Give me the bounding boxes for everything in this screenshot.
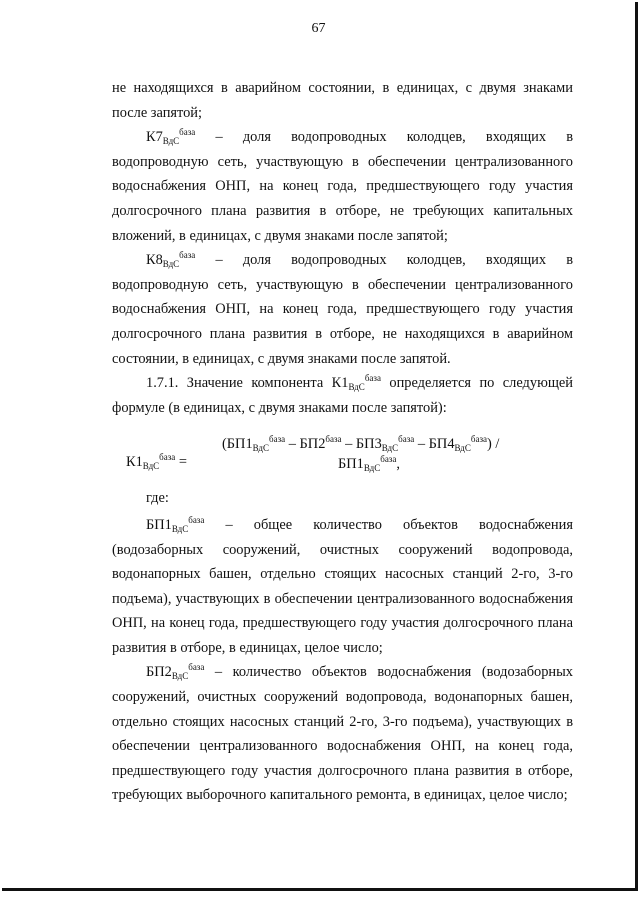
formula-sub: ВдС: [252, 443, 270, 454]
bp1-word: количество: [313, 516, 382, 533]
formula-term-2: – БП2: [285, 436, 326, 453]
k7-sup: база: [179, 127, 196, 138]
bp1-symbol: [146, 513, 204, 538]
formula-lhs-symbol: К1: [126, 454, 143, 471]
formula-sup: база: [325, 434, 342, 445]
k7-symbol: К7: [146, 129, 163, 146]
formula-sup: база: [269, 434, 286, 445]
k8-sub: ВдС: [162, 259, 180, 270]
p171-prefix: 1.7.1. Значение компонента К1: [146, 375, 349, 392]
formula-term-4: – БП4: [414, 436, 455, 453]
formula-term-3: – БП3: [341, 436, 382, 453]
definition-k7: [112, 125, 573, 248]
definition-bp2: [112, 660, 573, 808]
formula-close: ) /: [487, 436, 500, 453]
formula-den-end: ,: [396, 456, 400, 473]
paragraph-continuation: не находящихся в аварийном состоянии, в единицах, с двумя знаками после запятой;: [112, 80, 573, 121]
bp2-text: – количество объектов водоснабжения (водозаборных сооружений, очистных сооружений водопровода, водонапорных башен, отдельно стоящих насосных станций 2-го, 3-го подъема), участвующих в обеспечении централизованного водоснабжения ОНП, на конец года, предшествующего году участия долгосрочного плана развития в отборе, требующих выборочного капитального ремонта, в единицах, целое число;: [112, 664, 573, 804]
k7-sub: ВдС: [162, 136, 180, 147]
formula-term-1: (БП1: [222, 436, 253, 453]
formula-sub: ВдС: [454, 443, 471, 454]
bp1-sup: база: [188, 514, 205, 525]
formula-sup: база: [398, 434, 415, 445]
bp1-word: объектов: [403, 516, 458, 533]
k8-sup: база: [179, 250, 196, 261]
formula-den-symbol: БП1: [338, 456, 364, 473]
bp1-word: общее: [253, 516, 293, 533]
bp1-base: БП1: [146, 516, 172, 533]
document-page: [2, 2, 638, 891]
p171-sub: ВдС: [348, 382, 365, 393]
document-body: [112, 76, 573, 808]
p171-suffix: определяется по следующей формуле (в единицах, с двумя знаками после запятой):: [112, 375, 573, 416]
formula-sup: база: [470, 434, 488, 445]
bp1-word: водоснабжения: [479, 516, 573, 533]
bp2-sup: база: [188, 662, 205, 673]
bp2-sub: ВдС: [171, 671, 189, 682]
paragraph-1-7-1: [112, 371, 573, 420]
formula-denominator: [338, 452, 400, 477]
page-number: 67: [311, 21, 326, 36]
formula-lhs-sub: ВдС: [142, 461, 160, 472]
formula-sub: ВдС: [381, 443, 399, 454]
formula-k1: [112, 430, 573, 486]
bp2-symbol: БП2: [146, 664, 172, 681]
definition-bp1-rest: (водозаборных сооружений, очистных сооружений водопровода, водонапорных башен, отдельно стоящих насосных станций 2-го, 3-го подъема), участвующих в обеспечении централизованного водоснабжения ОНП, на конец года, предшествующего году участия долгосрочного плана развития в отборе, в единицах, целое число;: [112, 541, 573, 656]
bp1-word: –: [225, 516, 233, 533]
where-label: где:: [146, 490, 169, 507]
formula-equals: =: [175, 454, 188, 471]
definition-k8: [112, 248, 573, 371]
formula-sub: ВдС: [363, 463, 381, 474]
k7-text: – доля водопроводных колодцев, входящих в водопроводную сеть, участвующую в обеспечении централизованного водоснабжения ОНП, на конец года, предшествующего году участия долгосрочного плана развития в отборе, не требующих капитальных вложений, в единицах, с двумя знаками после запятой;: [112, 129, 573, 244]
definition-bp1-first-line: [112, 513, 573, 538]
k8-text: – доля водопроводных колодцев, входящих в водопроводную сеть, участвующую в обеспечении централизованного водоснабжения ОНП, на конец года, предшествующего году участия долгосрочного плана развития в отборе, не находящихся в аварийном состоянии, в единицах, с двумя знаками после запятой.: [112, 252, 573, 367]
formula-sup: база: [380, 454, 397, 465]
bp1-sub: ВдС: [171, 523, 189, 534]
formula-lhs-sup: база: [159, 452, 176, 463]
formula-lhs: [126, 450, 187, 475]
k8-symbol: К8: [146, 252, 163, 269]
p171-sup: база: [364, 373, 381, 384]
